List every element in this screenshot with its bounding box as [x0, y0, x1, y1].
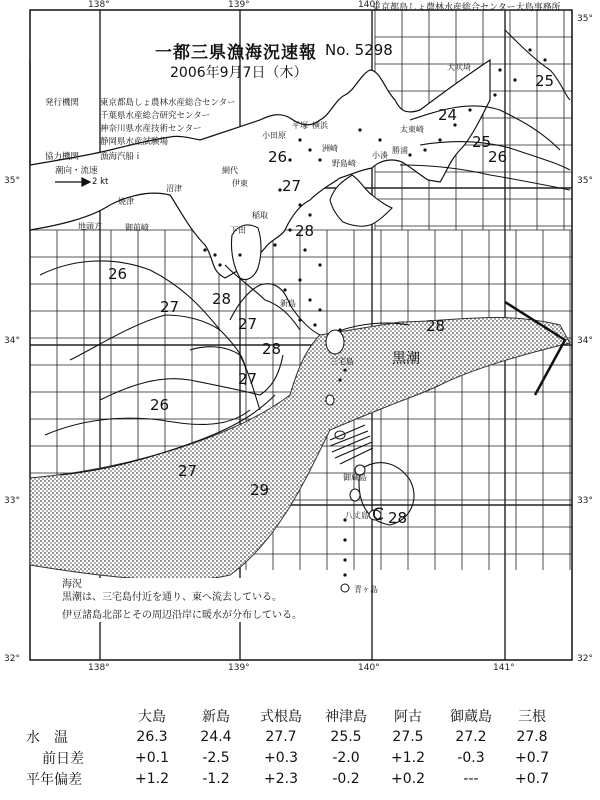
isotherm-label: 28: [388, 509, 408, 527]
place-label: 沼津: [166, 184, 182, 193]
table-cell: 27.8: [516, 728, 548, 745]
row-label: 水 温: [26, 729, 68, 746]
notes-line-1: 黒潮は、三宅島付近を通り、東へ流去している。: [62, 592, 282, 603]
observation-dot: [358, 128, 361, 131]
observation-dot: [308, 213, 311, 216]
lon-label: 141°: [493, 663, 515, 673]
table-row: [20, 726, 560, 747]
issuer-3: 神奈川県水産技術センター: [100, 124, 202, 134]
observation-dot: [288, 158, 291, 161]
observation-dot: [203, 248, 206, 251]
lat-label: 35°: [577, 14, 593, 24]
observation-dot: [238, 253, 241, 256]
report-number: No. 5298: [325, 41, 393, 59]
observation-dot: [468, 108, 471, 111]
observation-dot: [493, 93, 496, 96]
observation-dot: [343, 558, 346, 561]
observation-dot: [513, 78, 516, 81]
lat-label: 33°: [577, 496, 593, 506]
isotherm-label: 28: [426, 317, 446, 335]
table-cell: +0.1: [135, 749, 169, 766]
observation-dot: [378, 138, 381, 141]
isotherm-label: 27: [160, 298, 180, 316]
place-label: 小湊: [372, 151, 388, 160]
observation-dot: [298, 203, 301, 206]
page-title: 一都三県漁海況速報: [155, 43, 317, 63]
kuroshio-label: 黒潮: [392, 351, 420, 367]
cold-water-label: C: [372, 505, 384, 525]
place-label: 洲崎: [322, 144, 338, 153]
lon-label: 140°: [358, 663, 380, 673]
isotherm-label: 28: [212, 290, 232, 308]
observation-dot: [218, 263, 221, 266]
notes-line-2: 伊豆諸島北部とその周辺沿岸に暖水が分布している。: [62, 610, 302, 621]
observation-dot: [408, 153, 411, 156]
place-label: 野島崎: [332, 159, 356, 168]
table-cell: -0.3: [457, 749, 485, 766]
observation-dot: [308, 148, 311, 151]
table-cell: 27.2: [455, 728, 487, 745]
place-label: 地頭方: [78, 222, 102, 231]
station-header: 三根: [518, 708, 546, 725]
observation-dot: [438, 138, 441, 141]
observation-dot: [498, 68, 501, 71]
lat-label: 32°: [577, 654, 593, 664]
table-corner: [20, 705, 120, 726]
issuer-4: 静岡県水産試験場: [100, 137, 169, 147]
observation-dot: [308, 298, 311, 301]
lat-label: 35°: [4, 176, 20, 186]
station-header: 大島: [138, 708, 166, 725]
lon-label: 139°: [228, 663, 250, 673]
legend-scale: 2 kt: [92, 177, 109, 187]
place-label: 横浜: [312, 121, 328, 130]
place-label: 小田原: [262, 131, 286, 140]
table-cell: +0.2: [391, 770, 425, 787]
observation-dot: [528, 48, 531, 51]
table-cell: -0.2: [332, 770, 360, 787]
station-temperature-table: [20, 705, 560, 789]
observation-dot: [273, 243, 276, 246]
top-right-credit: 東京都島しょ農林水産総合センター大島事務所: [372, 3, 561, 13]
observation-dot: [318, 263, 321, 266]
notes-heading: 海況: [62, 579, 82, 590]
isotherm-label: 25: [535, 72, 555, 90]
place-label: 太東崎: [400, 125, 424, 134]
isotherm-label: 27: [238, 315, 258, 333]
place-label: 稲取: [252, 211, 268, 220]
table-cell: 25.5: [330, 728, 362, 745]
place-label: 青ヶ島: [354, 585, 378, 594]
boso-peninsula: [330, 175, 392, 226]
cold-water-hatch: [330, 425, 373, 464]
table-cell: 24.4: [200, 728, 232, 745]
station-header: 式根島: [260, 708, 302, 725]
observation-dot: [213, 253, 216, 256]
place-label: 下田: [230, 226, 246, 235]
table-cell: +1.2: [391, 749, 425, 766]
place-label: 平塚: [292, 121, 308, 130]
issuer-1: 東京都島しょ農林水産総合センター: [100, 98, 236, 108]
table-row: [20, 768, 560, 789]
table-cell: +0.3: [264, 749, 298, 766]
place-label: 御前崎: [125, 223, 149, 232]
isotherm-label: 26: [150, 396, 170, 414]
place-label: 焼津: [118, 197, 134, 206]
isotherm-label: 27: [238, 370, 258, 388]
sea-condition-notes: [62, 578, 327, 622]
table-cell: -2.0: [332, 749, 360, 766]
lon-label: 138°: [88, 0, 110, 10]
row-label: 前日差: [42, 750, 84, 767]
table-cell: 27.5: [392, 728, 424, 745]
issuer-label: 発行機関: [45, 98, 80, 108]
lon-label: 139°: [228, 0, 250, 10]
lat-label: 34°: [577, 336, 593, 346]
observation-dot: [313, 323, 316, 326]
observation-dot: [318, 158, 321, 161]
lat-label: 34°: [4, 336, 20, 346]
place-label: 犬吠埼: [447, 63, 471, 72]
isotherm-label: 28: [262, 340, 282, 358]
station-header: 神津島: [325, 708, 367, 725]
isotherm-label: 26: [108, 265, 128, 283]
place-label: 御蔵島: [343, 473, 367, 482]
observation-dot: [543, 58, 546, 61]
issuer-2: 千葉県水産総合研究センター: [100, 111, 211, 121]
table-cell: -2.5: [202, 749, 230, 766]
isotherm-label: 26: [268, 148, 288, 166]
isotherm-label: 26: [488, 148, 508, 166]
station-header: 御蔵島: [450, 708, 492, 725]
station-header: 阿古: [394, 708, 422, 725]
observation-dot: [298, 278, 301, 281]
isotherm-label: 28: [295, 222, 315, 240]
isotherm-label: 29: [250, 481, 270, 499]
observation-dot: [283, 288, 286, 291]
lat-label: 35°: [577, 176, 593, 186]
coop-label: 協力機関: [45, 152, 80, 162]
observation-dot: [298, 138, 301, 141]
coop-name: 漁海汽船 i: [100, 152, 140, 162]
observation-dot: [318, 308, 321, 311]
table-cell: +0.7: [515, 749, 549, 766]
observation-dot: [343, 368, 346, 371]
lat-label: 32°: [4, 654, 20, 664]
lon-label: 138°: [88, 663, 110, 673]
table-cell: +1.2: [135, 770, 169, 787]
observation-dot: [338, 378, 341, 381]
lat-label: 33°: [4, 496, 20, 506]
lon-label: 140°: [358, 0, 380, 10]
legend-label: 潮向・流速: [55, 166, 98, 176]
table-cell: 26.3: [136, 728, 168, 745]
row-label: 平年偏差: [26, 771, 82, 788]
table-header-row: [20, 705, 560, 726]
observation-dot: [288, 228, 291, 231]
isotherm-label: 25: [472, 133, 492, 151]
isotherm-label: 24: [438, 106, 458, 124]
observation-dot: [423, 148, 426, 151]
table-cell: -1.2: [202, 770, 230, 787]
table-row: [20, 747, 560, 768]
place-label: 伊東: [232, 179, 248, 188]
report-date: 2006年9月7日（木）: [170, 65, 308, 81]
observation-dot: [343, 573, 346, 576]
place-label: 三宅島: [330, 357, 354, 366]
isotherm-label: 27: [178, 462, 198, 480]
observation-dot: [298, 318, 301, 321]
place-label: 網代: [222, 166, 238, 175]
table-cell: 27.7: [265, 728, 297, 745]
place-label: 勝浦: [392, 146, 408, 155]
station-header: 新島: [202, 708, 230, 725]
isotherm-label: 27: [282, 177, 302, 195]
table-cell: ---: [463, 770, 479, 787]
table-cell: +2.3: [264, 770, 298, 787]
observation-dot: [343, 538, 346, 541]
place-label: 新島: [280, 299, 296, 308]
place-label: 八丈島: [345, 511, 369, 520]
observation-dot: [303, 248, 306, 251]
table-cell: +0.7: [515, 770, 549, 787]
